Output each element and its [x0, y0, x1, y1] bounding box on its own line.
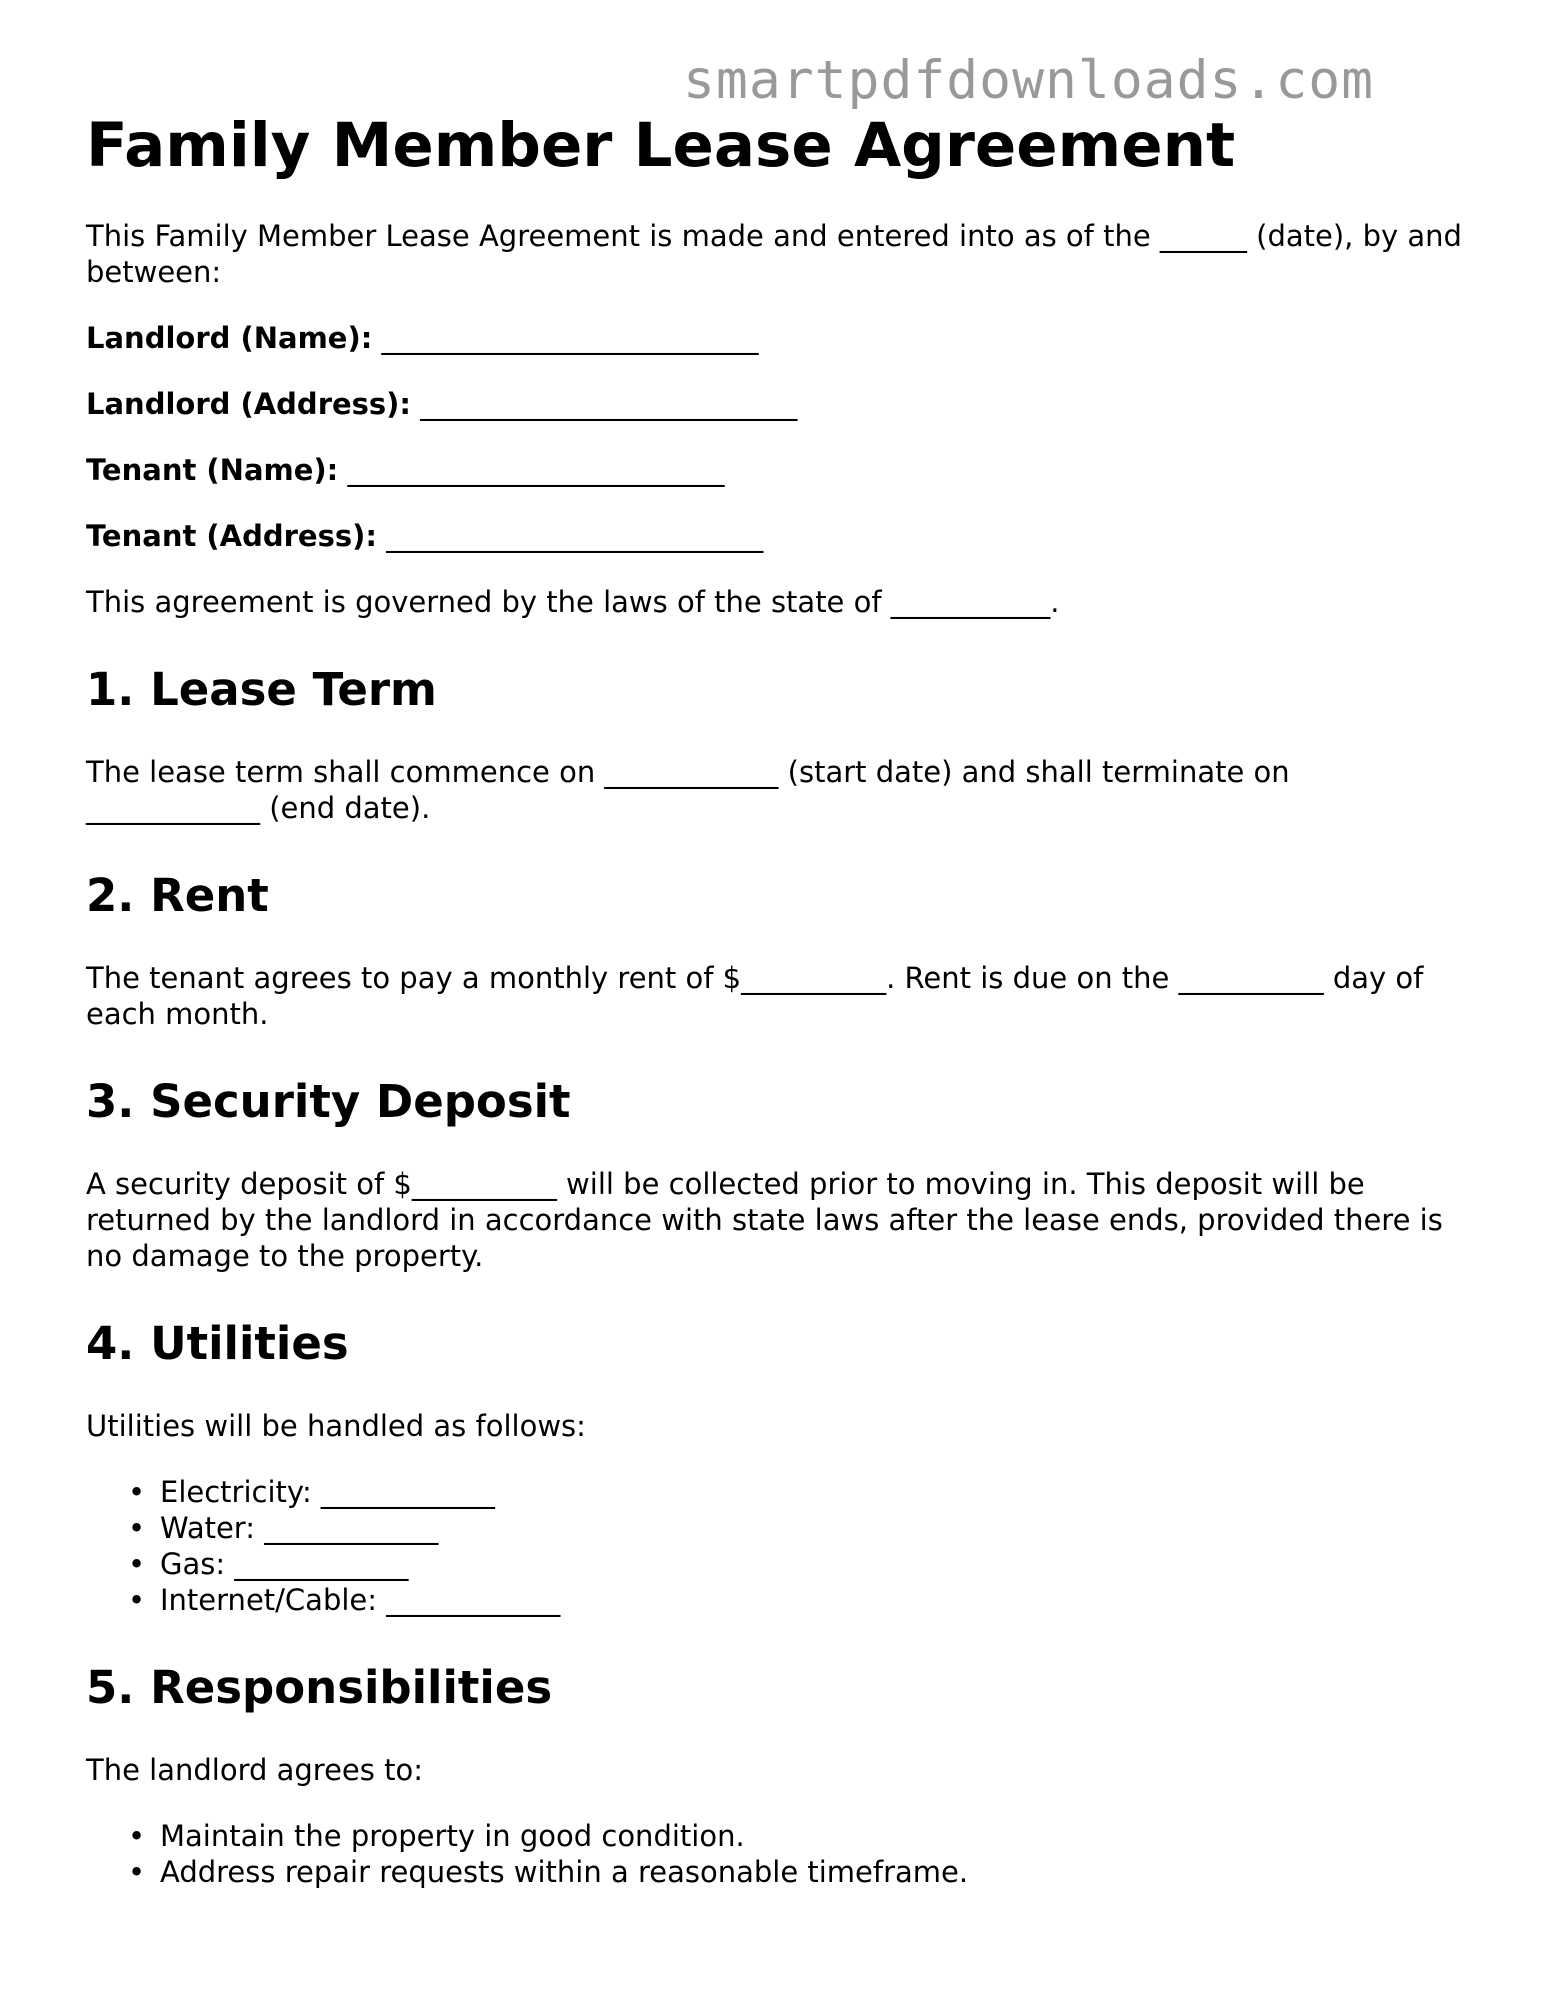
- list-item-text: Internet/Cable: ____________: [160, 1583, 561, 1617]
- tenant-name-line: [86, 452, 1466, 488]
- list-item: [128, 1854, 1466, 1890]
- list-item-text: Electricity: ____________: [160, 1475, 495, 1509]
- lease-term-paragraph: The lease term shall commence on ____________ (start date) and shall terminate on ____________ (end date).: [86, 755, 1290, 825]
- tenant-address-label: Tenant (Address):: [86, 519, 377, 553]
- list-item: [128, 1510, 1466, 1546]
- tenant-name-label: Tenant (Name):: [86, 453, 339, 487]
- document-body: [86, 108, 1466, 1932]
- list-item: [128, 1818, 1466, 1854]
- list-item: [128, 1582, 1466, 1618]
- watermark: smartpdfdownloads.com: [683, 50, 1375, 111]
- intro-paragraph: This Family Member Lease Agreement is made and entered into as of the ______ (date), by and between:: [86, 219, 1462, 289]
- landlord-address-blank: __________________________: [420, 387, 798, 421]
- list-item-text: Gas: ____________: [160, 1547, 409, 1581]
- bullet-icon: •: [128, 1547, 146, 1581]
- security-deposit-paragraph: A security deposit of $__________ will be collected prior to moving in. This deposit will be returned by the landlord in accordance with state laws after the lease ends, provided there is no damage to the property.: [86, 1167, 1443, 1273]
- section-heading-lease-term: 1. Lease Term: [86, 663, 437, 716]
- list-item: [128, 1546, 1466, 1582]
- section-heading-security-deposit: 3. Security Deposit: [86, 1075, 571, 1128]
- landlord-name-blank: __________________________: [381, 321, 759, 355]
- list-item-text: Address repair requests within a reasonable timeframe.: [160, 1855, 969, 1889]
- list-item-text: Water: ____________: [160, 1511, 439, 1545]
- bullet-icon: •: [128, 1511, 146, 1545]
- tenant-address-blank: __________________________: [386, 519, 764, 553]
- section-heading-utilities: 4. Utilities: [86, 1317, 349, 1370]
- section-heading-rent: 2. Rent: [86, 869, 269, 922]
- responsibilities-paragraph: The landlord agrees to:: [86, 1753, 423, 1787]
- list-item-text: Maintain the property in good condition.: [160, 1819, 745, 1853]
- utilities-list: [86, 1474, 1466, 1618]
- landlord-address-label: Landlord (Address):: [86, 387, 412, 421]
- landlord-name-line: [86, 320, 1466, 356]
- document-title: Family Member Lease Agreement: [86, 110, 1236, 181]
- section-heading-responsibilities: 5. Responsibilities: [86, 1661, 553, 1714]
- landlord-name-label: Landlord (Name):: [86, 321, 373, 355]
- tenant-address-line: [86, 518, 1466, 554]
- responsibilities-list: [86, 1818, 1466, 1890]
- bullet-icon: •: [128, 1819, 146, 1853]
- governing-law-paragraph: This agreement is governed by the laws of the state of ___________.: [86, 585, 1060, 619]
- rent-paragraph: The tenant agrees to pay a monthly rent of $__________. Rent is due on the __________ day of each month.: [86, 961, 1424, 1031]
- bullet-icon: •: [128, 1855, 146, 1889]
- utilities-paragraph: Utilities will be handled as follows:: [86, 1409, 586, 1443]
- tenant-name-blank: __________________________: [347, 453, 725, 487]
- bullet-icon: •: [128, 1583, 146, 1617]
- list-item: [128, 1474, 1466, 1510]
- bullet-icon: •: [128, 1475, 146, 1509]
- landlord-address-line: [86, 386, 1466, 422]
